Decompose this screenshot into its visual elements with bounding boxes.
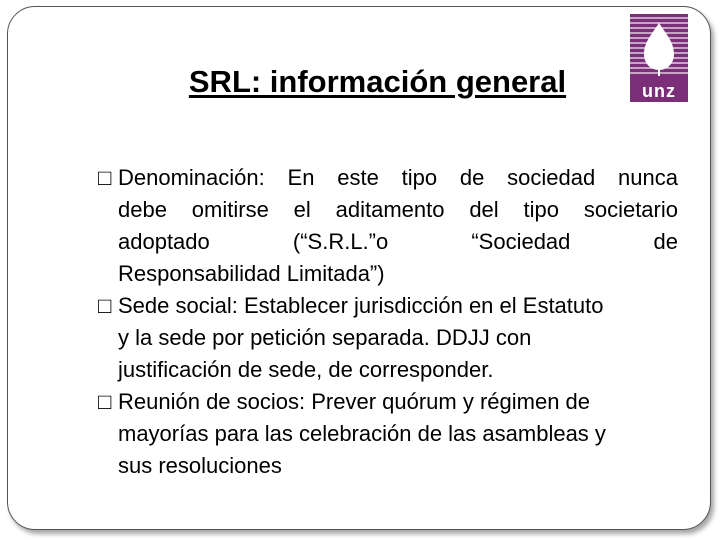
bullet-line: Denominación: En este tipo de sociedad nunca bbox=[118, 165, 678, 190]
bullet-marker: □ bbox=[98, 165, 112, 190]
bullet-line: mayorías para las celebración de las asambleas y bbox=[118, 421, 606, 446]
unz-logo bbox=[630, 14, 688, 102]
bullet-reunion-socios bbox=[98, 386, 678, 482]
bullet-line: sus resoluciones bbox=[118, 453, 282, 478]
bullet-marker: □ bbox=[98, 389, 112, 414]
bullet-line: adoptado (“S.R.L.”o “Sociedad de bbox=[118, 229, 678, 254]
slide-body bbox=[98, 162, 678, 482]
bullet-line: Reunión de socios: Prever quórum y régimen de bbox=[118, 389, 591, 414]
bullet-line: justificación de sede, de corresponder. bbox=[118, 357, 494, 382]
bullet-line: Sede social: Establecer jurisdicción en el Estatuto bbox=[118, 293, 604, 318]
slide-title: SRL: información general bbox=[188, 64, 567, 99]
logo-wordmark: unz bbox=[642, 81, 676, 101]
bullet-line: debe omitirse el aditamento del tipo societario bbox=[118, 197, 678, 222]
bullet-sede-social bbox=[98, 290, 678, 386]
bullet-line: y la sede por petición separada. DDJJ con bbox=[118, 325, 532, 350]
bullet-denominacion bbox=[98, 162, 678, 290]
bullet-line: Responsabilidad Limitada”) bbox=[118, 261, 385, 286]
bullet-marker: □ bbox=[98, 293, 112, 318]
